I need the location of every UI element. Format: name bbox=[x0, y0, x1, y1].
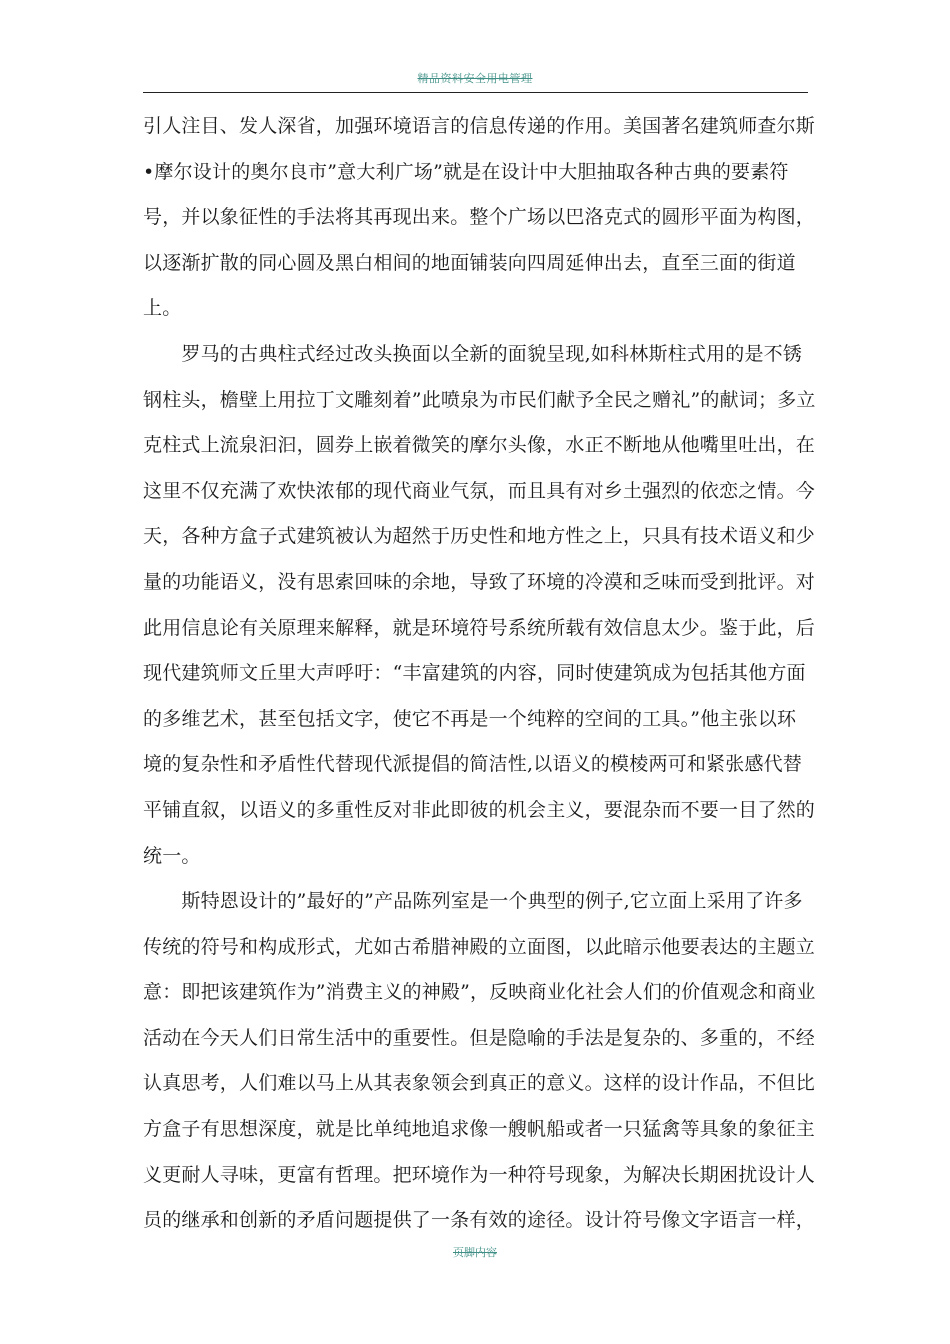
text-line: 员的继承和创新的矛盾问题提供了一条有效的途径。设计符号像文字语言一样， bbox=[143, 1209, 816, 1232]
page-header: 精品资料安全用电管理 bbox=[417, 72, 533, 85]
text-line: 意：即把该建筑作为”消费主义的神殿”，反映商业化社会人们的价值观念和商业 bbox=[143, 981, 816, 1004]
text-line: 天，各种方盒子式建筑被认为超然于历史性和地方性之上，只具有技术语义和少 bbox=[143, 525, 816, 548]
text-line: 方盒子有思想深度，就是比单纯地追求像一艘帆船或者一只猛禽等具象的象征主 bbox=[143, 1118, 816, 1141]
text-line: 境的复杂性和矛盾性代替现代派提倡的简洁性,以语义的模棱两可和紧张感代替 bbox=[143, 753, 803, 776]
text-line: 的多维艺术，甚至包括文字，使它不再是一个纯粹的空间的工具。”他主张以环 bbox=[143, 707, 797, 730]
text-line: 传统的符号和构成形式，尤如古希腊神殿的立面图，以此暗示他要表达的主题立 bbox=[143, 935, 816, 958]
text-line: 引人注目、发人深省，加强环境语言的信息传递的作用。美国著名建筑师查尔斯 bbox=[143, 115, 816, 137]
text-line: 钢柱头，檐壁上用拉丁文雕刻着”此喷泉为市民们献予全民之赠礼”的献词；多立 bbox=[143, 388, 816, 411]
text-line: 统一。 bbox=[143, 844, 201, 867]
text-line: 罗马的古典柱式经过改头换面以全新的面貌呈现,如科林斯柱式用的是不锈 bbox=[143, 342, 803, 365]
text-line: 平铺直叙，以语义的多重性反对非此即彼的机会主义，要混杂而不要一目了然的 bbox=[143, 798, 816, 821]
text-line: 活动在今天人们日常生活中的重要性。但是隐喻的手法是复杂的、多重的，不经 bbox=[143, 1026, 816, 1049]
header-divider bbox=[143, 92, 808, 93]
text-line: 以逐渐扩散的同心圆及黑白相间的地面铺装向四周延伸出去，直至三面的街道 bbox=[143, 251, 796, 274]
text-line: 此用信息论有关原理来解释，就是环境符号系统所载有效信息太少。鉴于此，后 bbox=[143, 616, 816, 639]
text-line: 认真思考，人们难以马上从其表象领会到真正的意义。这样的设计作品，不但比 bbox=[143, 1072, 816, 1095]
text-line: 号，并以象征性的手法将其再现出来。整个广场以巴洛克式的圆形平面为构图， bbox=[143, 206, 816, 229]
text-line: 斯特恩设计的”最好的”产品陈列室是一个典型的例子,它立面上采用了许多 bbox=[143, 890, 803, 913]
text-line: 克柱式上流泉汩汩，圆券上嵌着微笑的摩尔头像，水正不断地从他嘴里吐出，在 bbox=[143, 434, 816, 457]
text-line: 这里不仅充满了欢快浓郁的现代商业气氛，而且具有对乡土强烈的依恋之情。今 bbox=[143, 479, 816, 502]
text-line: •摩尔设计的奥尔良市”意大利广场”就是在设计中大胆抽取各种古典的要素符 bbox=[143, 160, 789, 183]
page-footer: 页脚内容 bbox=[453, 1246, 497, 1259]
text-line: 现代建筑师文丘里大声呼吁：“丰富建筑的内容，同时使建筑成为包括其他方面 bbox=[143, 662, 806, 685]
text-line: 义更耐人寻味，更富有哲理。把环境作为一种符号现象，为解决长期困扰设计人 bbox=[143, 1163, 816, 1186]
text-line: 上。 bbox=[143, 297, 182, 320]
text-line: 量的功能语义，没有思索回味的余地，导致了环境的冷漠和乏味而受到批评。对 bbox=[143, 570, 816, 593]
document-body bbox=[143, 104, 833, 1244]
